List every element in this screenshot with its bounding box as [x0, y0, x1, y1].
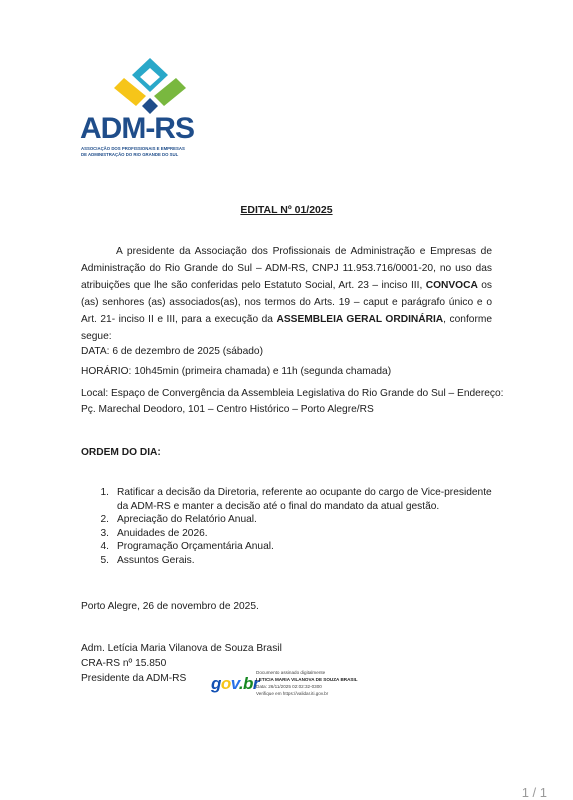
intro-part3: , conforme segue: — [81, 314, 492, 342]
signature-label: Documento assinado digitalmente — [256, 670, 326, 675]
logo-subtitle-line2: DE ADMINISTRAÇÃO DO RIO GRANDE DO SUL — [81, 151, 179, 157]
digital-signature-stamp — [256, 669, 396, 697]
signature-date: Data: 26/11/2025 02:02:32-0300 — [256, 684, 322, 689]
list-item — [81, 513, 501, 527]
agenda-item-text: Anuidades de 2026. — [117, 527, 208, 539]
logo-name: ADM-RS — [80, 112, 194, 145]
list-item — [81, 527, 501, 541]
intro-bold-assembleia: ASSEMBLEIA GERAL ORDINÁRIA — [276, 314, 444, 325]
signer-name: Adm. Letícia Maria Vilanova de Souza Brasil — [81, 643, 282, 654]
adm-rs-logo-mark-icon — [110, 58, 190, 114]
signature-signer: LETICIA MARIA VILANOVA DE SOUZA BRASIL — [256, 677, 358, 682]
meeting-location: Local: Espaço de Convergência da Assembleia Legislativa do Rio Grande do Sul – Endereço: Pç. Marechal Deodoro, 101 – Centro Histórico – Porto Alegre/RS — [81, 388, 504, 415]
meeting-date: DATA: 6 de dezembro de 2025 (sábado) — [81, 346, 263, 357]
meeting-time: HORÁRIO: 10h45min (primeira chamada) e 11h (segunda chamada) — [81, 366, 392, 377]
agenda-list — [81, 486, 501, 567]
signer-cra: CRA-RS nº 15.850 — [81, 658, 167, 669]
list-item — [81, 554, 501, 568]
agenda-item-number: 3. — [100, 527, 109, 539]
intro-part1: A presidente da Associação dos Profissionais de Administração e Empresas de Administração do Rio Grande do Sul – ADM-RS, CNPJ 11.953.716/0001-20, no uso das atribuições que lhe são conferidas pelo Estatuto Social, Art. 23 – inciso III, — [81, 246, 492, 291]
intro-part2: os (as) senhores (as) associados(as), nos termos do Arts. 19 – caput e parágrafo único e o Art. 21- inciso II e III, para a execução da — [81, 280, 493, 325]
agenda-item-text: Ratificar a decisão da Diretoria, referente ao ocupante do cargo de Vice-presidente da ADM-RS e manter a decisão até o final do mandato da atual gestão. — [117, 487, 492, 512]
agenda-item-text: Programação Orçamentária Anual. — [117, 541, 274, 552]
logo-subtitle — [81, 146, 231, 157]
agenda-item-number: 5. — [100, 554, 109, 566]
signature-verify: Verifique em https://validar.iti.gov.br — [256, 691, 329, 696]
agenda-item-text: Assuntos Gerais. — [117, 554, 195, 566]
document-title: EDITAL Nº 01/2025 — [240, 204, 333, 216]
list-item — [81, 486, 501, 513]
agenda-item-number: 1. — [100, 487, 109, 498]
place-date: Porto Alegre, 26 de novembro de 2025. — [81, 601, 259, 612]
agenda-item-text: Apreciação do Relatório Anual. — [117, 514, 257, 525]
signer-role: Presidente da ADM-RS — [81, 673, 187, 684]
logo-subtitle-line1: ASSOCIAÇÃO DOS PROFISSIONAIS E EMPRESAS — [81, 146, 185, 151]
page-number: 1 / 1 — [521, 785, 547, 800]
agenda-item-number: 2. — [100, 514, 109, 525]
agenda-item-number: 4. — [100, 541, 109, 552]
agenda-title: ORDEM DO DIA: — [81, 447, 161, 458]
list-item — [81, 540, 501, 554]
intro-paragraph — [81, 243, 492, 345]
govbr-logo-icon: gov.br — [211, 674, 260, 693]
intro-bold-convoca: CONVOCA — [425, 280, 478, 291]
adm-rs-logo — [80, 58, 220, 166]
